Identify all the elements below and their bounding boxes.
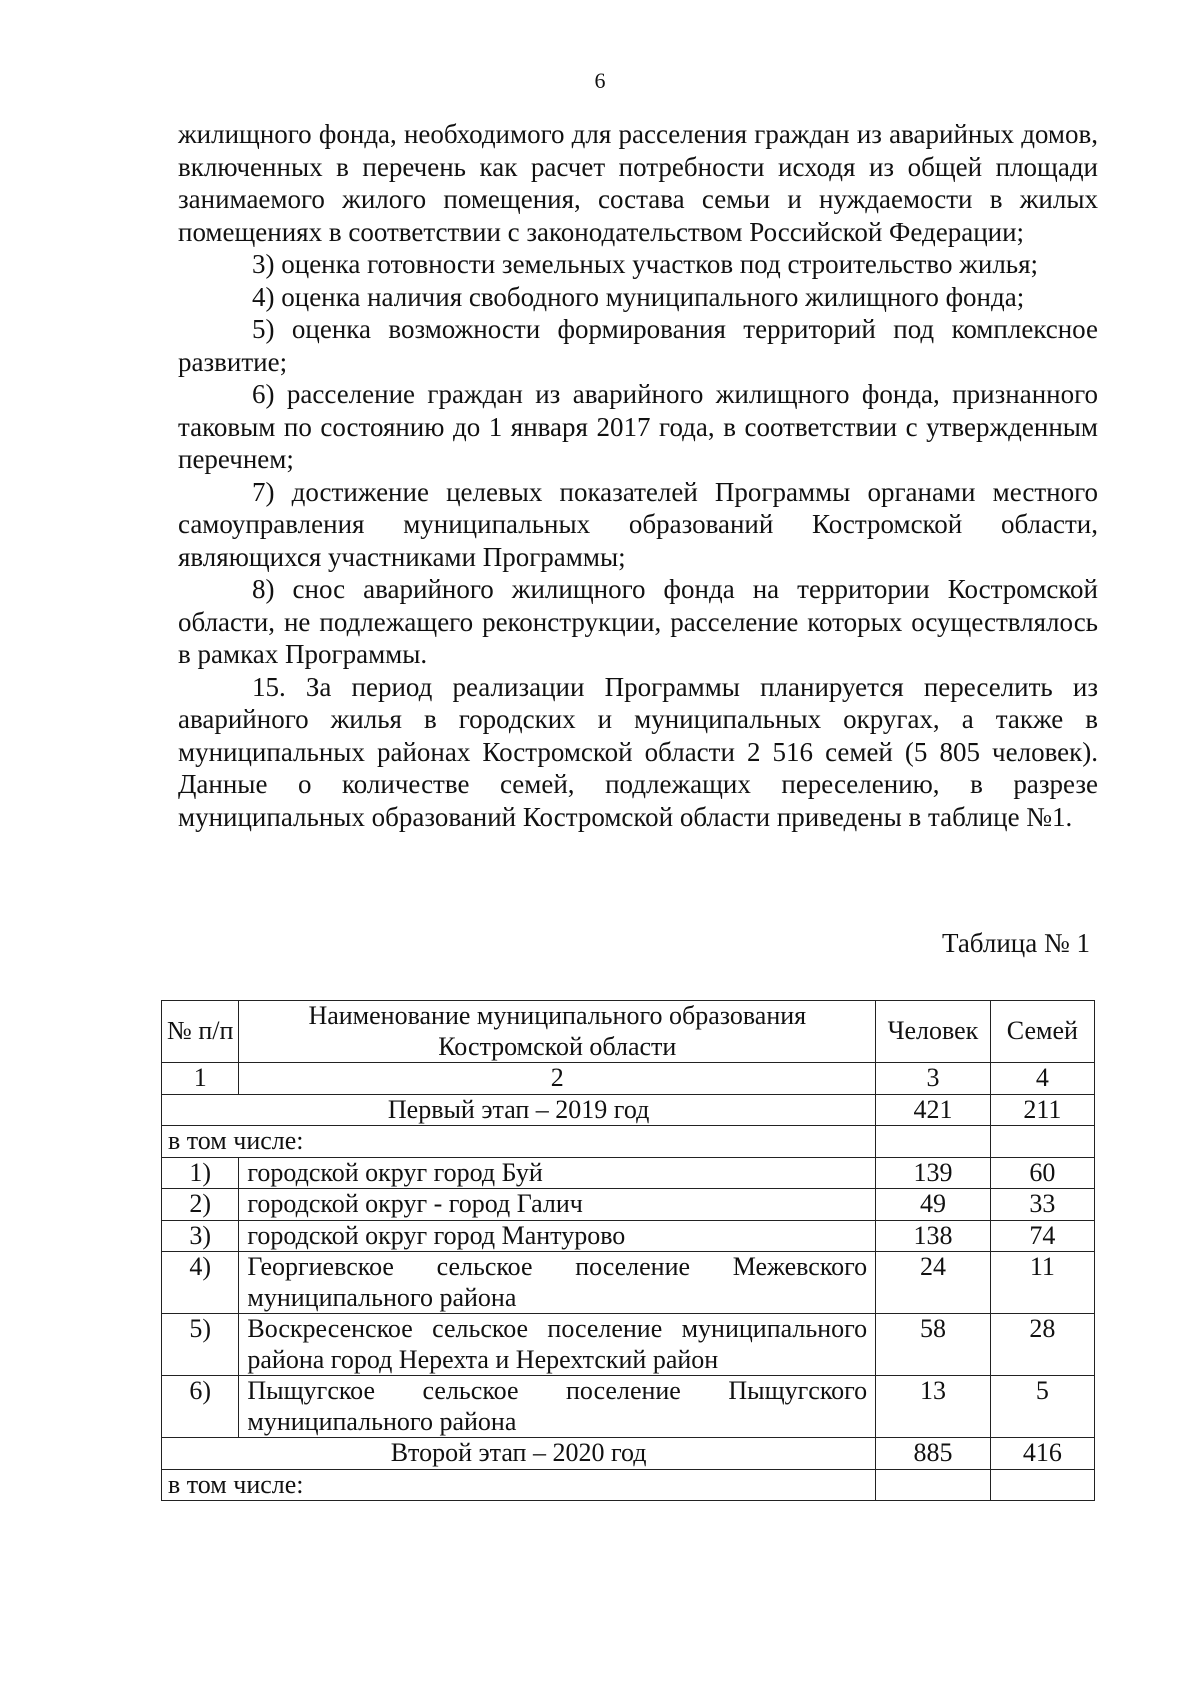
paragraph: 6) расселение граждан из аварийного жилищного фонда, признанного таковым по состоянию до 1 января 2017 года, в соответствии с утвержденным перечнем;: [178, 379, 1098, 474]
including-label: в том числе:: [162, 1469, 876, 1501]
paragraph: 3) оценка готовности земельных участков под строительство жилья;: [252, 249, 1039, 279]
row-num: 6): [162, 1376, 239, 1438]
row-name: городской округ город Мантурово: [239, 1220, 876, 1252]
empty-cell: [876, 1469, 991, 1501]
row-families: 33: [990, 1189, 1094, 1221]
resettlement-table: [161, 1000, 1095, 1501]
paragraph: 15. За период реализации Программы планируется переселить из аварийного жилья в городских и муниципальных округах, а также в муниципальных районах Костромской области 2 516 семей (5 805 человек). Данные о количестве семей, подлежащих переселению, в разрезе муниципальных образований Костромской области приведены в таблице №1.: [178, 671, 1098, 832]
column-number: 1: [162, 1063, 239, 1095]
stage-label: Второй этап – 2020 год: [162, 1438, 876, 1470]
table-row: [162, 1189, 1095, 1221]
stage-people: 885: [876, 1438, 991, 1470]
row-num: 4): [162, 1252, 239, 1314]
empty-cell: [990, 1469, 1094, 1501]
paragraph: 5) оценка возможности формирования территорий под комплексное развитие;: [178, 314, 1098, 377]
row-people: 24: [876, 1252, 991, 1314]
row-people: 138: [876, 1220, 991, 1252]
row-people: 13: [876, 1376, 991, 1438]
paragraph: жилищного фонда, необходимого для расселения граждан из аварийных домов, включенных в перечень как расчет потребности исходя из общей площади занимаемого жилого помещения, состава семьи и нуждаемости в жилых помещениях в соответствии с законодательством Российской Федерации;: [178, 119, 1098, 247]
row-families: 74: [990, 1220, 1094, 1252]
row-num: 5): [162, 1314, 239, 1376]
row-name: Пыщугское сельское поселение Пыщугского муниципального района: [239, 1376, 876, 1438]
table-caption: Таблица № 1: [942, 928, 1090, 958]
table-header-row: [162, 1001, 1095, 1063]
paragraph: 7) достижение целевых показателей Программы органами местного самоуправления муниципальных образований Костромской области, являющихся участниками Программы;: [178, 476, 1098, 572]
stage-families: 211: [990, 1094, 1094, 1126]
row-num: 3): [162, 1220, 239, 1252]
row-families: 60: [990, 1157, 1094, 1189]
column-number: 4: [990, 1063, 1094, 1095]
row-num: 2): [162, 1189, 239, 1221]
table-row: [162, 1376, 1095, 1438]
column-number: 2: [239, 1063, 876, 1095]
row-families: 11: [990, 1252, 1094, 1314]
row-num: 1): [162, 1157, 239, 1189]
stage-families: 416: [990, 1438, 1094, 1470]
header-num: № п/п: [162, 1001, 239, 1063]
row-people: 49: [876, 1189, 991, 1221]
paragraph: 4) оценка наличия свободного муниципального жилищного фонда;: [252, 281, 1025, 312]
row-families: 5: [990, 1376, 1094, 1438]
header-families: Семей: [990, 1001, 1094, 1063]
header-name: Наименование муниципального образования Костромской области: [239, 1001, 876, 1063]
table-row: [162, 1157, 1095, 1189]
row-name: городской округ город Буй: [239, 1157, 876, 1189]
row-name: городской округ - город Галич: [239, 1189, 876, 1221]
stage-people: 421: [876, 1094, 991, 1126]
page-number: 6: [594, 68, 606, 93]
table-row: [162, 1220, 1095, 1252]
paragraph: 8) снос аварийного жилищного фонда на территории Костромской области, не подлежащего реконструкции, расселение которых осуществлялось в рамках Программы.: [178, 574, 1098, 669]
including-row: [162, 1469, 1095, 1501]
column-number-row: [162, 1063, 1095, 1095]
including-row: [162, 1126, 1095, 1158]
body-text: [178, 118, 1098, 833]
empty-cell: [990, 1126, 1094, 1158]
table-row: [162, 1314, 1095, 1376]
header-people: Человек: [876, 1001, 991, 1063]
stage-row: [162, 1094, 1095, 1126]
including-label: в том числе:: [162, 1126, 876, 1158]
row-people: 139: [876, 1157, 991, 1189]
row-families: 28: [990, 1314, 1094, 1376]
stage-row: [162, 1438, 1095, 1470]
row-name: Воскресенское сельское поселение муниципального района город Нерехта и Нерехтский район: [239, 1314, 876, 1376]
stage-label: Первый этап – 2019 год: [162, 1094, 876, 1126]
table-row: [162, 1252, 1095, 1314]
row-people: 58: [876, 1314, 991, 1376]
column-number: 3: [876, 1063, 991, 1095]
empty-cell: [876, 1126, 991, 1158]
row-name: Георгиевское сельское поселение Межевского муниципального района: [239, 1252, 876, 1314]
